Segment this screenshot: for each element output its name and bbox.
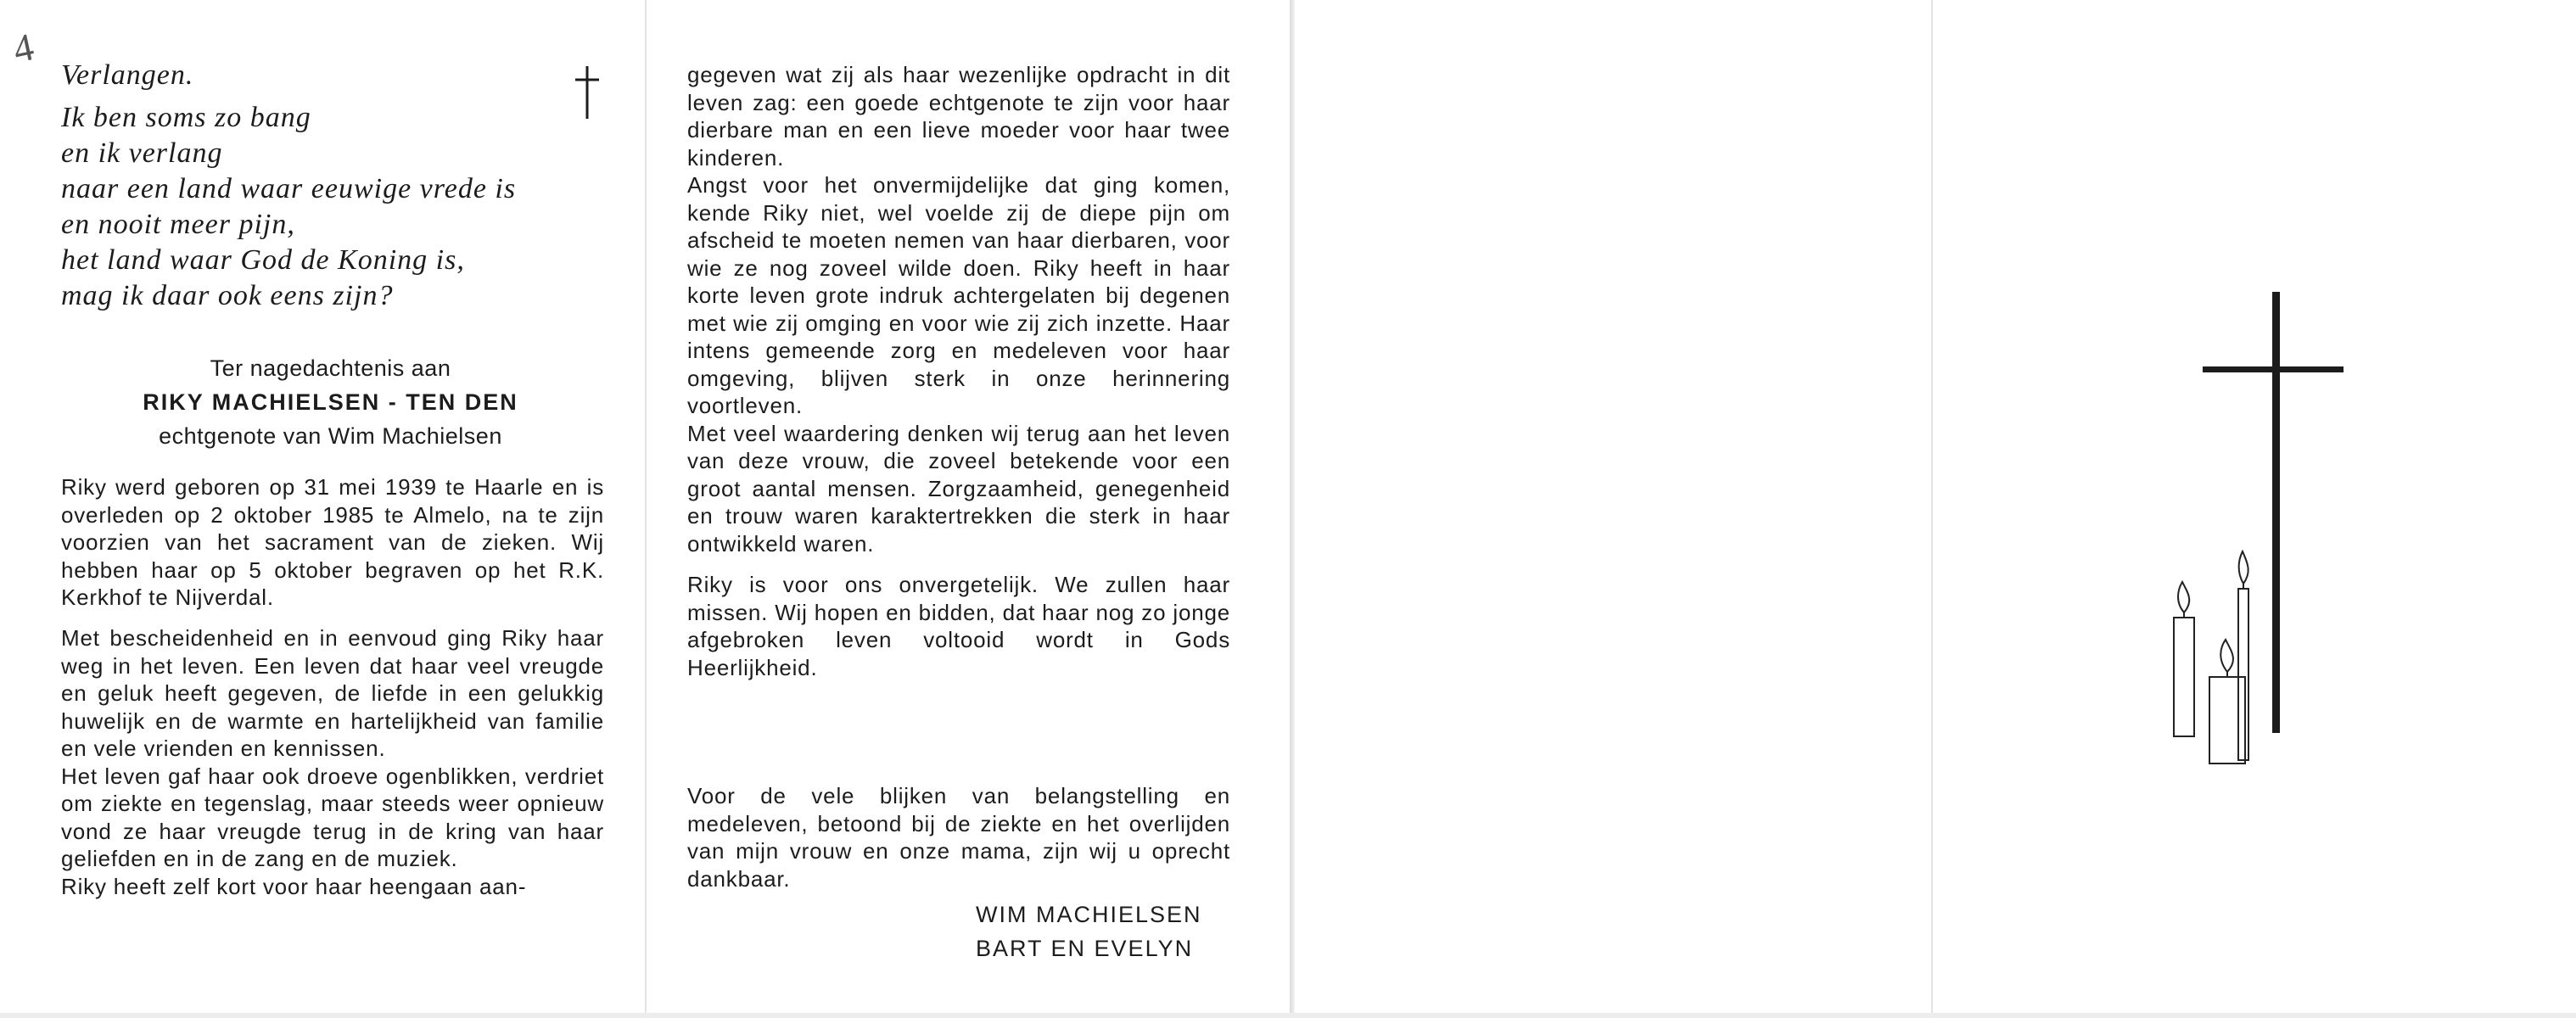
memorial-heading [61, 351, 600, 453]
deceased-name: RIKY MACHIELSEN - TEN DEN [143, 389, 518, 415]
memorial-intro: Ter nagedachtenis aan [210, 355, 451, 381]
signature [976, 898, 1202, 965]
corner-handwritten-mark: 4 [8, 25, 38, 71]
bottom-edge [0, 1013, 2576, 1018]
fold-line-left [645, 0, 647, 1018]
card-outer-edge [1290, 0, 1295, 1018]
text-paragraph: Met bescheidenheid en in eenvoud ging Riky haar weg in het leven. Een leven dat haar veel vreugde en geluk heeft gegeven, de liefde in een gelukkig huwelijk en de warmte en hartelijkheid van familie en vele vrienden en kennissen. [61, 625, 604, 761]
poem-line: en ik verlang [61, 137, 223, 169]
text-paragraph: gegeven wat zij als haar wezenlijke opdracht in dit leven zag: een goede echtgenote te zijn voor haar dierbare man en een lieve moeder voor haar twee kinderen. [687, 62, 1230, 171]
candles-icon [2174, 551, 2248, 764]
text-paragraph: Riky heeft zelf kort voor haar heengaan aan- [61, 873, 527, 899]
memorial-relation: echtgenote van Wim Machielsen [159, 423, 502, 449]
text-paragraph: Met veel waardering denken wij terug aan het leven van deze vrouw, die zoveel betekende voor een groot aantal mensen. Zorgzaamheid, genegenheid en trouw waren karaktertrekken die sterk in haar ontwikkeld waren. [687, 420, 1230, 557]
biography-paragraph: Riky werd geboren op 31 mei 1939 te Haarle en is overleden op 2 oktober 1985 te Almelo, na te zijn voorzien van het sacrament van de zieken. Wij hebben haar op 5 oktober begraven op het R.K. Kerkhof te Nijverdal. [61, 474, 604, 610]
biography-column-1 [61, 624, 604, 900]
cross-icon [570, 64, 604, 120]
text-paragraph: Riky is voor ons onvergetelijk. We zullen haar missen. Wij hopen en bidden, dat haar nog zo jonge afgebroken leven voltooid wordt in Gods Heerlijkheid. [687, 572, 1230, 680]
poem-line: mag ik daar ook eens zijn? [61, 280, 394, 311]
text-paragraph: Angst voor het onvermijdelijke dat ging komen, kende Riky niet, wel voelde zij de diepe pijn om afscheid te moeten nemen van haar dierbaren, voor wie ze nog zoveel wilde doen. Riky heeft in haar korte leven grote indruk achtergelaten bij degenen met wie zij omging en voor wie zij zich inzette. Haar intens gemeende zorg en medeleven voor haar omgeving, blijven sterk in onze herinnering voortleven. [687, 172, 1230, 418]
poem-title: Verlangen. [61, 59, 194, 91]
signature-line: WIM MACHIELSEN [976, 902, 1202, 927]
signature-line: BART EN EVELYN [976, 936, 1194, 961]
poem [61, 100, 587, 314]
poem-line: Ik ben soms zo bang [61, 102, 311, 133]
fold-line-right [1931, 0, 1933, 1018]
cross-with-candles-illustration [2138, 280, 2359, 772]
thanks-text: Voor de vele blijken van belangstelling en medeleven, betoond bij de ziekte en het overlijden van mijn vrouw en onze mama, zijn wij u oprecht dankbaar. [687, 783, 1230, 892]
biography-column-2 [687, 61, 1230, 681]
text-paragraph: Het leven gaf haar ook droeve ogenblikken, verdriet om ziekte en tegenslag, maar steeds weer opnieuw vond ze haar vreugde terug in de kring van haar geliefden en in de zang en de muziek. [61, 763, 604, 871]
poem-line: naar een land waar eeuwige vrede is [61, 173, 517, 204]
poem-line: en nooit meer pijn, [61, 209, 295, 240]
poem-line: het land waar God de Koning is, [61, 244, 465, 276]
